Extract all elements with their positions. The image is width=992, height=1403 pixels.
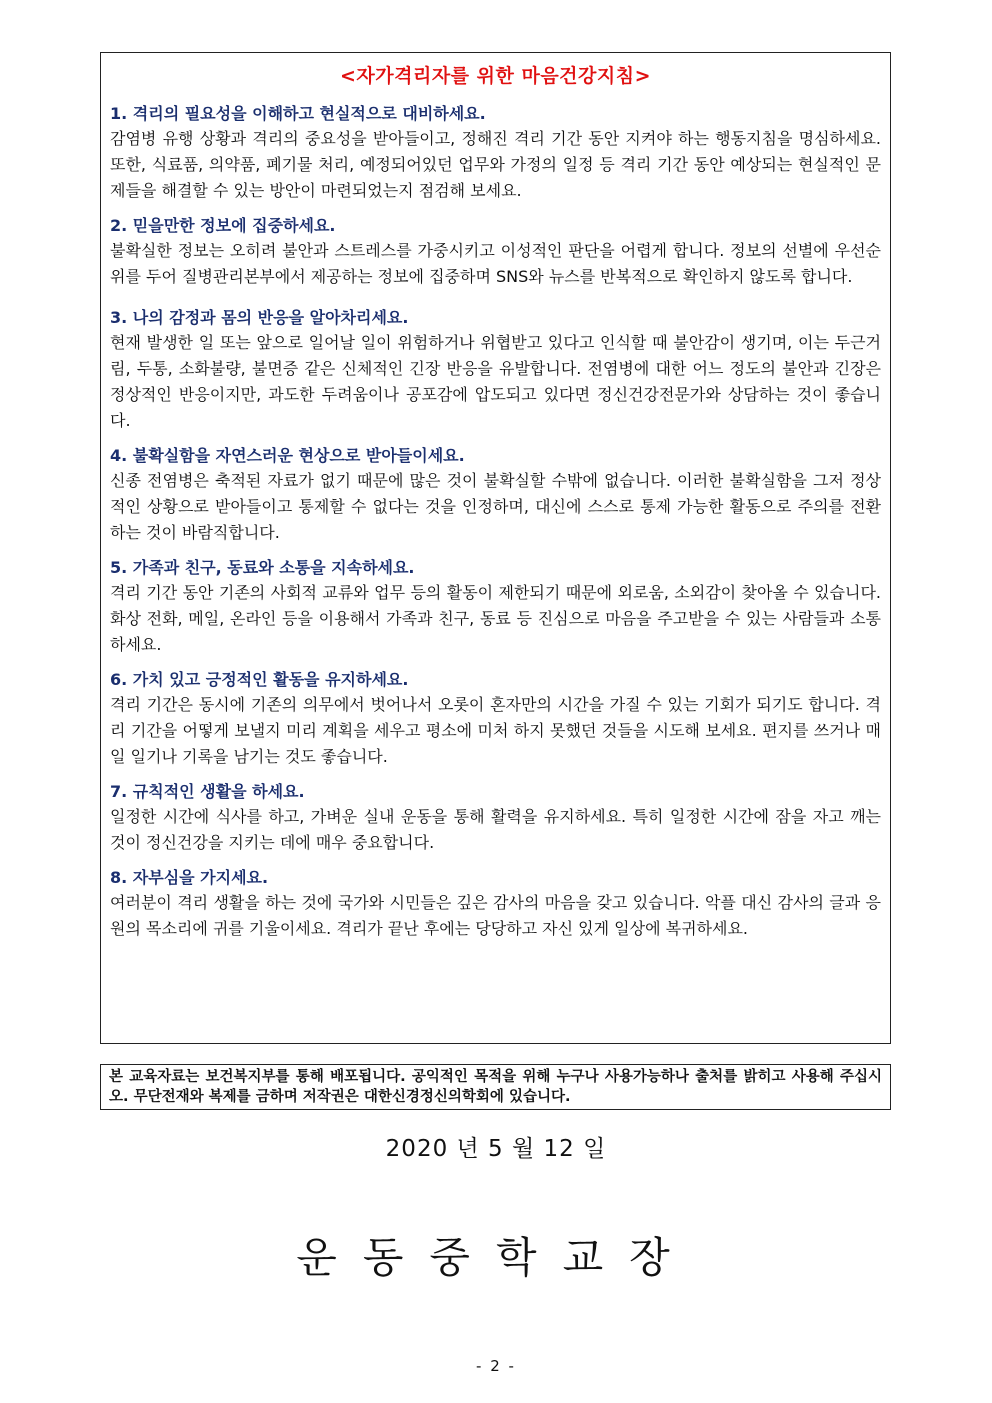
section-body: 일정한 시간에 식사를 하고, 가벼운 실내 운동을 통해 활력을 유지하세요. 특히 일정한 시간에 잠을 자고 깨는 것이 정신건강을 지키는 데에 매우 중요합니다. <box>110 807 881 852</box>
guide-section <box>110 780 881 856</box>
section-body: 격리 기간 동안 기존의 사회적 교류와 업무 등의 활동이 제한되기 때문에 외로움, 소외감이 찾아올 수 있습니다. 화상 전화, 메일, 온라인 등을 이용해서 가족과 친구, 동료 등 진심으로 마음을 주고받을 수 있는 사람들과 소통하세요. <box>110 583 881 654</box>
section-body: 감염병 유행 상황과 격리의 중요성을 받아들이고, 정해진 격리 기간 동안 지켜야 하는 행동지침을 명심하세요. 또한, 식료품, 의약품, 폐기물 처리, 예정되어있던 업무와 가정의 일정 등 격리 기간 동안 예상되는 현실적인 문제들을 해결할 수 있는 방안이 마련되었는지 점검해 보세요. <box>110 129 881 200</box>
guide-section <box>110 668 881 770</box>
section-body: 격리 기간은 동시에 기존의 의무에서 벗어나서 오롯이 혼자만의 시간을 가질 수 있는 기회가 되기도 합니다. 격리 기간을 어떻게 보낼지 미리 계획을 세우고 평소에 미처 하지 못했던 것들을 시도해 보세요. 편지를 쓰거나 매일 일기나 기록을 남기는 것도 좋습니다. <box>110 695 881 766</box>
signature-line: 운동중학교장 <box>296 1233 696 1282</box>
guide-section <box>110 306 881 434</box>
section-heading: 8. 자부심을 가지세요. <box>110 868 269 887</box>
section-heading: 6. 가치 있고 긍정적인 활동을 유지하세요. <box>110 670 409 689</box>
section-body: 여러분이 격리 생활을 하는 것에 국가와 시민들은 깊은 감사의 마음을 갖고 있습니다. 악플 대신 감사의 글과 응원의 목소리에 귀를 기울이세요. 격리가 끝난 후에는 당당하고 자신 있게 일상에 복귀하세요. <box>110 893 881 938</box>
section-body: 불확실한 정보는 오히려 불안과 스트레스를 가중시키고 이성적인 판단을 어렵게 합니다. 정보의 선별에 우선순위를 두어 질병관리본부에서 제공하는 정보에 집중하며 SNS와 뉴스를 반복적으로 확인하지 않도록 합니다. <box>110 241 881 286</box>
guide-section <box>110 866 881 942</box>
section-heading: 4. 불확실함을 자연스러운 현상으로 받아들이세요. <box>110 446 465 465</box>
guide-title: <자가격리자를 위한 마음건강지침> <box>339 65 652 87</box>
section-heading: 7. 규칙적인 생활을 하세요. <box>110 782 305 801</box>
section-heading: 5. 가족과 친구, 동료와 소통을 지속하세요. <box>110 558 415 577</box>
guide-section <box>110 556 881 658</box>
guide-section <box>110 214 881 290</box>
section-heading: 1. 격리의 필요성을 이해하고 현실적으로 대비하세요. <box>110 104 486 123</box>
copyright-notice: 본 교육자료는 보건복지부를 통해 배포됩니다. 공익적인 목적을 위해 누구나 사용가능하나 출처를 밝히고 사용해 주십시오. 무단전재와 복제를 금하며 저작권은 대한신경정신의학회에 있습니다. <box>100 1064 891 1110</box>
guide-section <box>110 102 881 204</box>
guide-box <box>100 52 891 1044</box>
page-number: - 2 - <box>476 1357 516 1375</box>
section-body: 현재 발생한 일 또는 앞으로 일어날 일이 위험하거나 위협받고 있다고 인식할 때 불안감이 생기며, 이는 두근거림, 두통, 소화불량, 불면증 같은 신체적인 긴장 반응을 유발합니다. 전염병에 대한 어느 정도의 불안과 긴장은 정상적인 반응이지만, 과도한 두려움이나 공포감에 압도되고 있다면 정신건강전문가와 상담하는 것이 좋습니다. <box>110 333 881 430</box>
section-body: 신종 전염병은 축적된 자료가 없기 때문에 많은 것이 불확실할 수밖에 없습니다. 이러한 불확실함을 그저 정상적인 상황으로 받아들이고 통제할 수 없다는 것을 인정하며, 대신에 스스로 통제 가능한 활동으로 주의를 전환하는 것이 바람직합니다. <box>110 471 881 542</box>
document-date: 2020 년 5 월 12 일 <box>385 1136 607 1162</box>
section-heading: 3. 나의 감정과 몸의 반응을 알아차리세요. <box>110 308 409 327</box>
section-heading: 2. 믿을만한 정보에 집중하세요. <box>110 216 336 235</box>
guide-section <box>110 444 881 546</box>
